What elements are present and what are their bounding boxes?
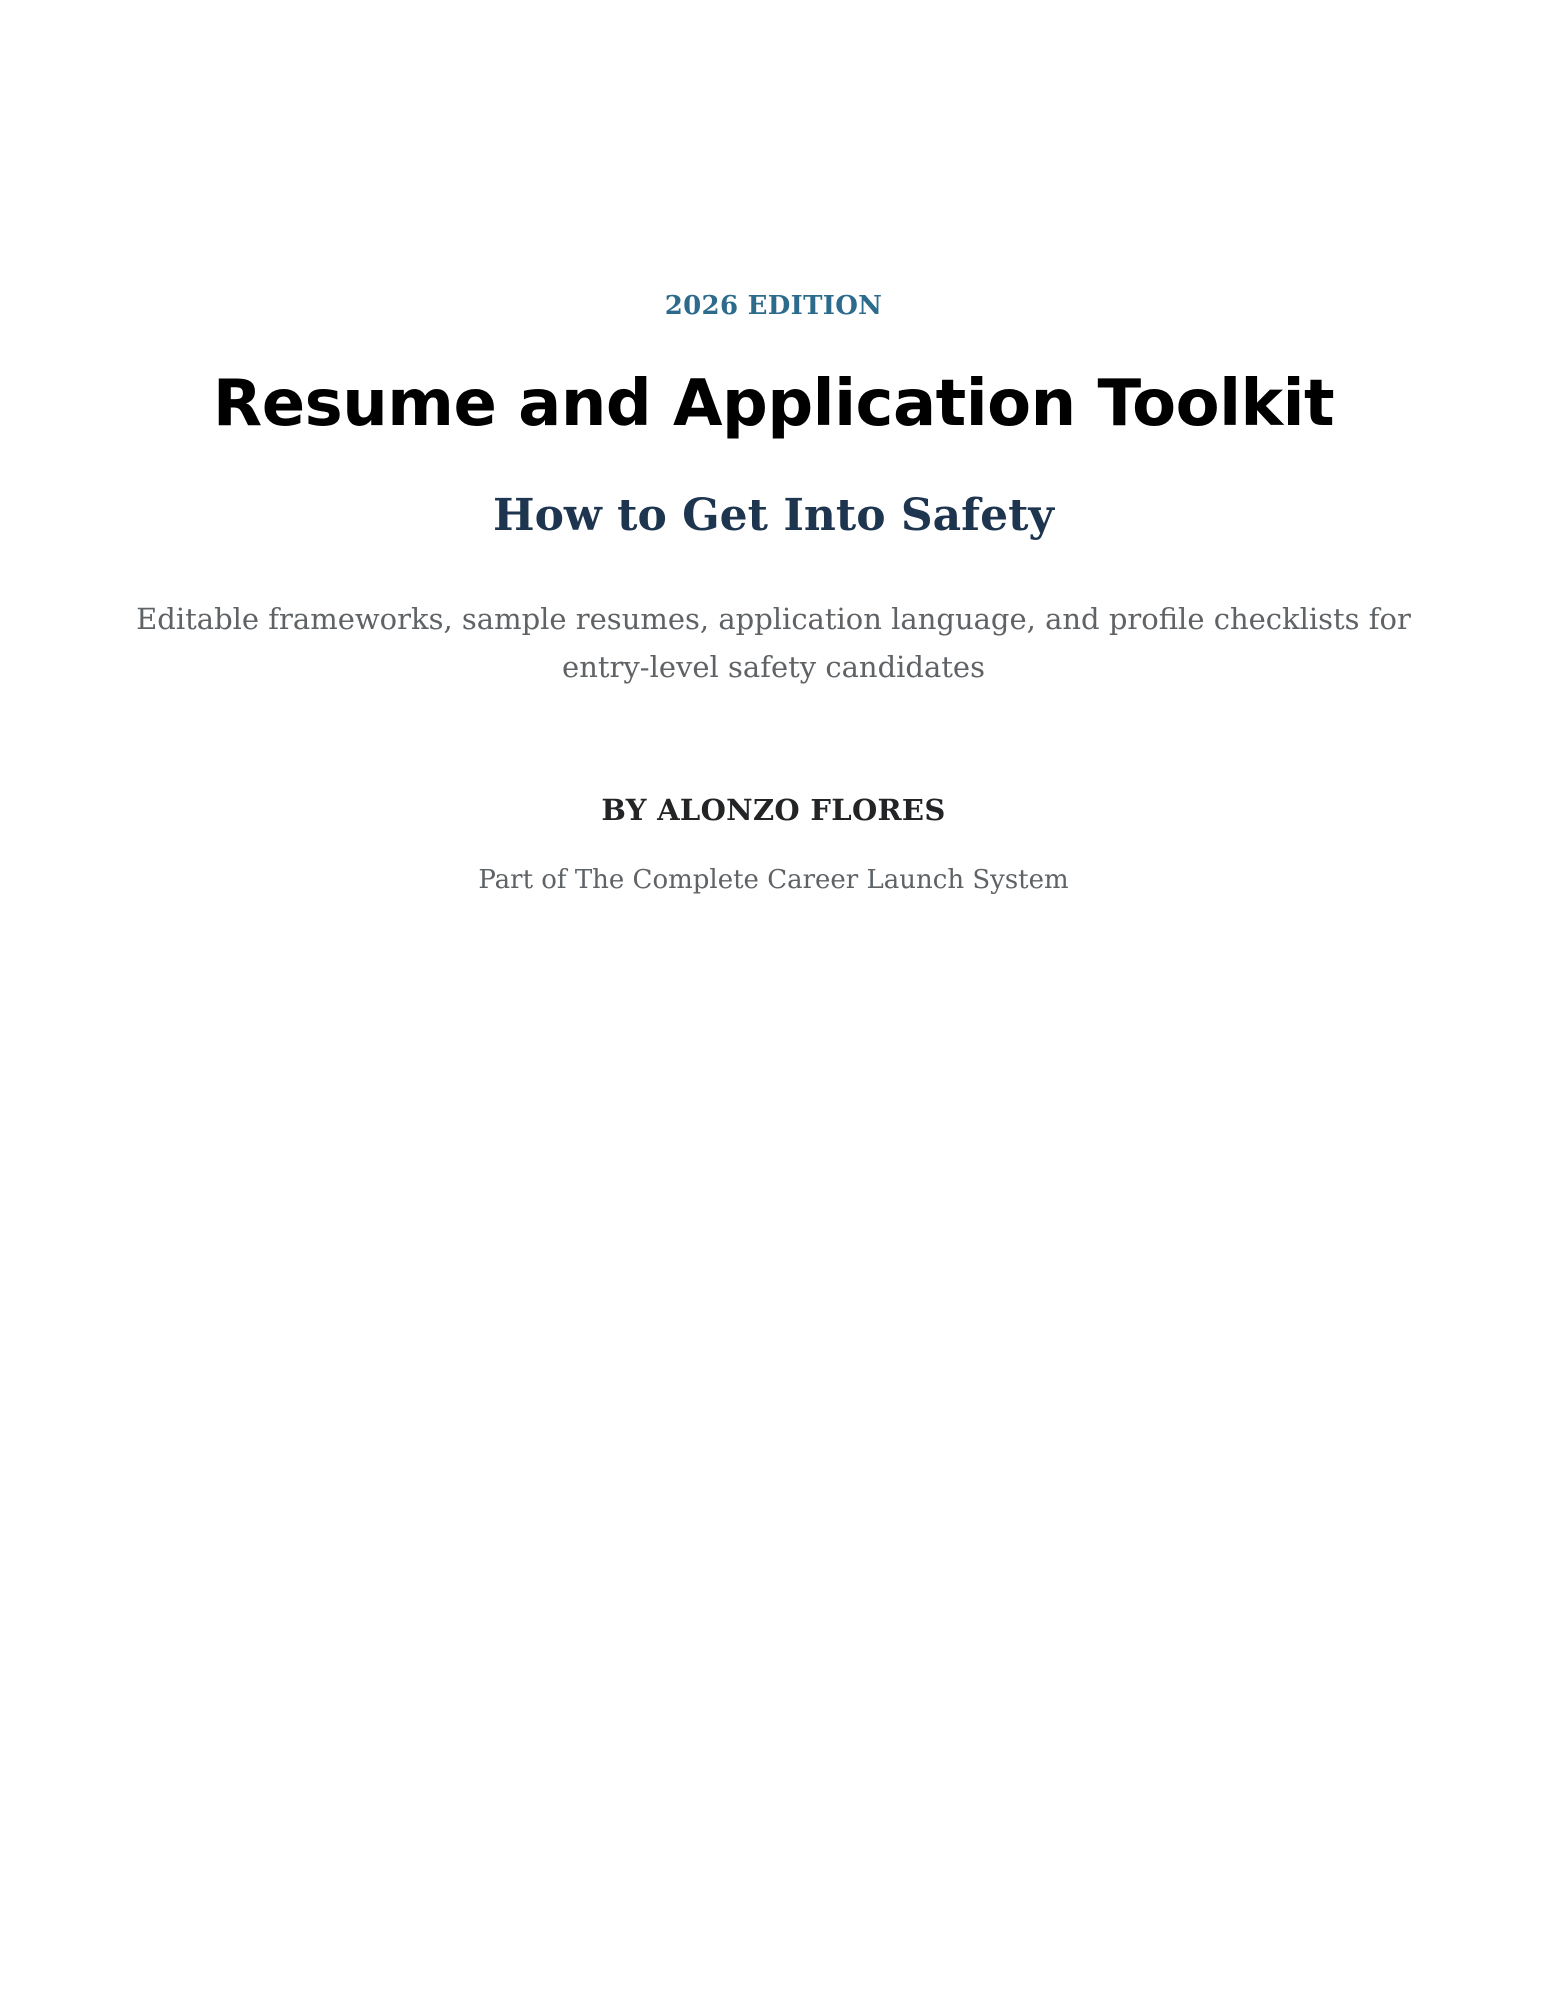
author-byline: BY ALONZO FLORES	[601, 793, 946, 827]
document-description: Editable frameworks, sample resumes, application language, and profile checklists for entry-level safety candidates	[136, 602, 1411, 684]
document-subtitle: How to Get Into Safety	[493, 490, 1054, 541]
series-note: Part of The Complete Career Launch System	[478, 865, 1069, 895]
document-title: Resume and Application Toolkit	[212, 367, 1335, 441]
edition-label: 2026 EDITION	[664, 291, 883, 321]
